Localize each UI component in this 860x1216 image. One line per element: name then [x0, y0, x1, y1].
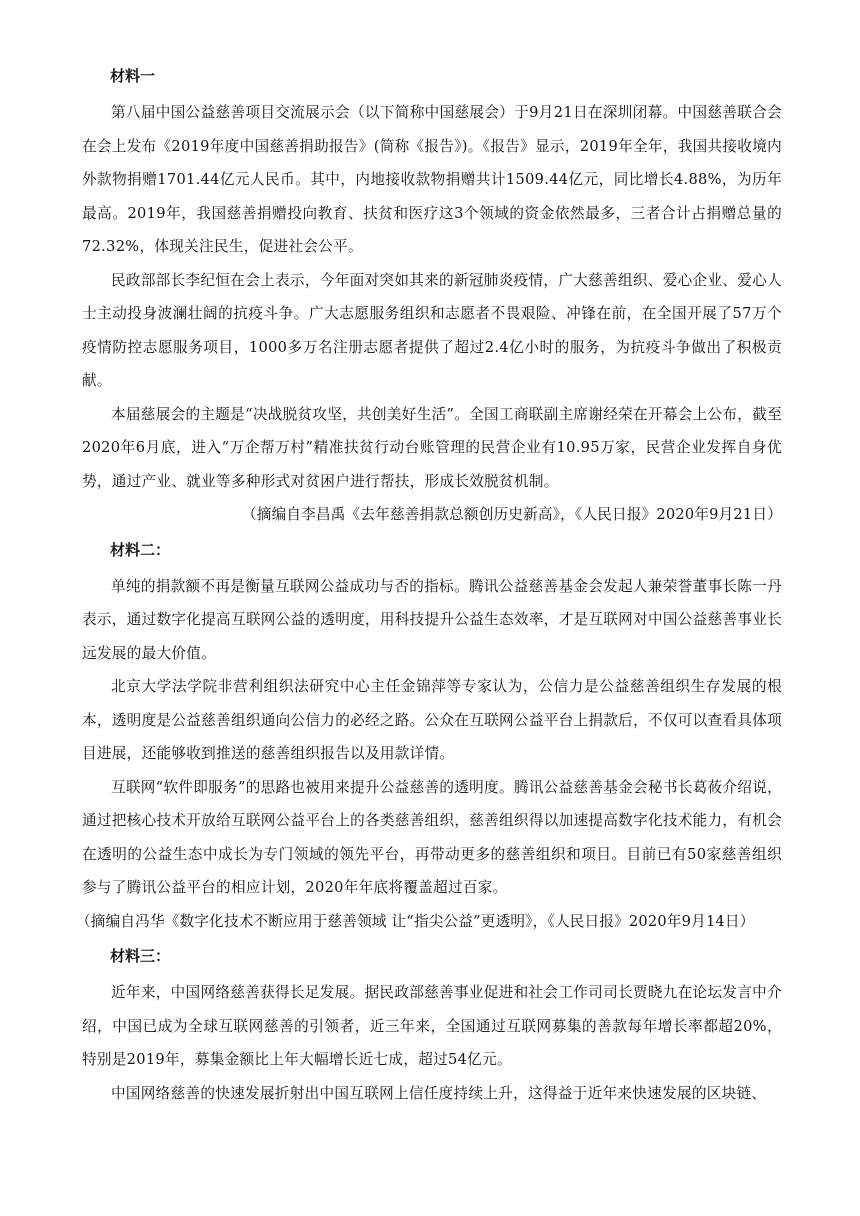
material-two-source: （摘编自冯华《数字化技术不断应用于慈善领域 让“指尖公益”更透明》，《人民日报》2020年9月14日） [76, 912, 755, 930]
material-two-paragraph-2: 北京大学法学院非营利组织法研究中心主任金锦萍等专家认为，公信力是公益慈善组织生存发展的根本，透明度是公益慈善组织通向公信力的必经之路。公众在互联网公益平台上捐款后，不仅可以查看具体项目进展，还能够收到推送的慈善组织报告以及用款详情。 [82, 678, 783, 762]
material-three-section [82, 944, 782, 1110]
material-two-paragraph-1: 单纯的捐款额不再是衡量互联网公益成功与否的指标。腾讯公益慈善基金会发起人兼荣誉董事长陈一丹表示，通过数字化提高互联网公益的透明度，用科技提升公益生态效率，才是互联网对中国公益慈善事业长远发展的最大价值。 [82, 577, 783, 662]
material-three-paragraph-2: 中国网络慈善的快速发展折射出中国互联网上信任度持续上升，这得益于近年来快速发展的区块链、 [111, 1084, 767, 1102]
document-page [76, 64, 783, 1110]
material-one-paragraph-3: 本届慈展会的主题是“决战脱贫攻坚，共创美好生活”。全国工商联副主席谢经荣在开幕会上公布，截至2020年6月底，进入“万企帮万村”精准扶贫行动台账管理的民营企业有10.95万家，民营企业发挥自身优势，通过产业、就业等多种形式对贫困户进行帮扶，形成长效脱贫机制。 [82, 405, 782, 490]
material-three-heading: 材料三： [110, 947, 171, 965]
material-one-heading: 材料一 [110, 67, 156, 85]
material-one-source: （摘编自李昌禹《去年慈善捐款总额创历史新高》，《人民日报》2020年9月21日） [242, 506, 782, 523]
material-one-section [82, 64, 782, 532]
material-two-section [76, 538, 783, 939]
material-one-paragraph-2: 民政部部长李纪恒在会上表示，今年面对突如其来的新冠肺炎疫情，广大慈善组织、爱心企业、爱心人士主动投身波澜壮阔的抗疫斗争。广大志愿服务组织和志愿者不畏艰险、冲锋在前，在全国开展了57万个疫情防控志愿服务项目，1000多万名注册志愿者提供了超过2.4亿小时的服务，为抗疫斗争做出了积极贡献。 [82, 271, 782, 389]
material-two-paragraph-3: 互联网“软件即服务”的思路也被用来提升公益慈善的透明度。腾讯公益慈善基金会秘书长葛莜介绍说，通过把核心技术开放给互联网公益平台上的各类慈善组织，慈善组织得以加速提高数字化技术能力，有机会在透明的公益生态中成长为专门领域的领先平台，再带动更多的慈善组织和项目。目前已有50家慈善组织参与了腾讯公益平台的相应计划，2020年年底将覆盖超过百家。 [82, 778, 783, 896]
material-one-paragraph-1: 第八届中国公益慈善项目交流展示会（以下简称中国慈展会）于9月21日在深圳闭幕。中国慈善联合会在会上发布《2019年度中国慈善捐助报告》(简称《报告》)。《报告》显示，2019年全年，我国共接收境内外款物捐赠1701.44亿元人民币。其中，内地接收款物捐赠共计1509.44亿元，同比增长4.88%，为历年最高。2019年，我国慈善捐赠投向教育、扶贫和医疗这3个领域的资金依然最多，三者合计占捐赠总量的72.32%，体现关注民生，促进社会公平。 [82, 104, 782, 255]
material-three-paragraph-1: 近年来，中国网络慈善获得长足发展。据民政部慈善事业促进和社会工作司司长贾晓九在论坛发言中介绍，中国已成为全球互联网慈善的引领者，近三年来，全国通过互联网募集的善款每年增长率都超20%，特别是2019年，募集金额比上年大幅增长近七成，超过54亿元。 [82, 984, 782, 1068]
material-two-heading: 材料二： [110, 540, 171, 559]
